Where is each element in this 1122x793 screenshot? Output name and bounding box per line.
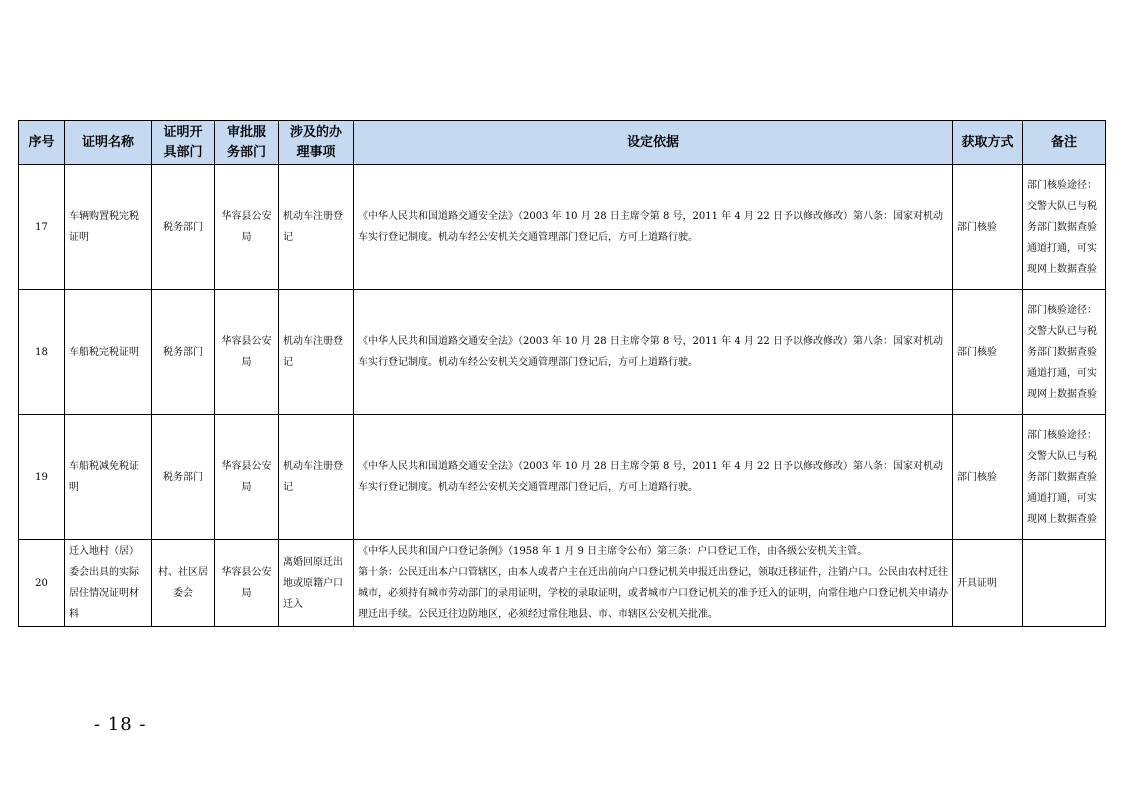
cell-dept: 税务部门 <box>152 290 215 415</box>
header-dept-line1: 证明开 <box>163 124 203 140</box>
cell-name: 车辆购置税完税证明 <box>65 165 152 290</box>
table-row <box>19 165 1106 290</box>
header-method: 获取方式 <box>953 121 1023 165</box>
basis-line: 《中华人民共和国道路交通安全法》（2003 年 10 月 28 日主席令第 8 号，2011 年 4 月 22 日予以修改修改）第八条：国家对机动车实行登记制度。机动车经公安机关交通管理部门登记后，方可上道路行驶。 <box>358 461 943 493</box>
cell-name: 车船税完税证明 <box>65 290 152 415</box>
header-approve-line2: 务部门 <box>226 144 266 160</box>
cell-dept: 税务部门 <box>152 415 215 540</box>
certificate-table <box>18 120 1106 627</box>
cell-dept: 村、社区居委会 <box>152 540 215 627</box>
cell-remark: 部门核验途径：交警大队已与税务部门数据查验通道打通，可实现网上数据查验 <box>1023 290 1106 415</box>
cell-no: 17 <box>19 165 65 290</box>
header-no: 序号 <box>19 121 65 165</box>
cell-basis <box>354 165 953 290</box>
basis-line: 《中华人民共和国道路交通安全法》（2003 年 10 月 28 日主席令第 8 号，2011 年 4 月 22 日予以修改修改）第八条：国家对机动车实行登记制度。机动车经公安机关交通管理部门登记后，方可上道路行驶。 <box>358 336 943 368</box>
cell-matter: 机动车注册登记 <box>279 290 354 415</box>
basis-line: 第十条：公民迁出本户口管辖区，由本人或者户主在迁出前向户口登记机关申报迁出登记，领取迁移证件，注销户口。公民由农村迁往城市，必须持有城市劳动部门的录用证明，学校的录取证明，或者城市户口登记机关的准予迁入的证明，向常住地户口登记机关申请办理迁出手续。公民迁往边防地区，必须经过常住地县、市、市辖区公安机关批准。 <box>358 567 948 620</box>
cell-remark <box>1023 540 1106 627</box>
cell-approve: 华容县公安局 <box>215 290 279 415</box>
header-matter-line1: 涉及的办 <box>289 124 342 140</box>
cell-no: 19 <box>19 415 65 540</box>
cell-name: 车船税减免税证明 <box>65 415 152 540</box>
header-matter-line2: 理事项 <box>296 144 336 160</box>
cell-method: 开具证明 <box>953 540 1023 627</box>
header-matter <box>279 121 354 165</box>
header-approve-line1: 审批服 <box>226 124 266 140</box>
cell-name: 迁入地村（居）委会出具的实际居住情况证明材料 <box>65 540 152 627</box>
cell-no: 18 <box>19 290 65 415</box>
cell-method: 部门核验 <box>953 165 1023 290</box>
basis-line: 《中华人民共和国道路交通安全法》（2003 年 10 月 28 日主席令第 8 号，2011 年 4 月 22 日予以修改修改）第八条：国家对机动车实行登记制度。机动车经公安机关交通管理部门登记后，方可上道路行驶。 <box>358 211 943 243</box>
cell-approve: 华容县公安局 <box>215 165 279 290</box>
cell-approve: 华容县公安局 <box>215 540 279 627</box>
header-dept-line2: 具部门 <box>163 144 203 160</box>
cell-basis <box>354 415 953 540</box>
cell-basis <box>354 540 953 627</box>
page-number: - 18 - <box>94 714 147 735</box>
cell-matter: 机动车注册登记 <box>279 165 354 290</box>
cell-method: 部门核验 <box>953 290 1023 415</box>
cell-matter: 机动车注册登记 <box>279 415 354 540</box>
cell-basis <box>354 290 953 415</box>
header-remark: 备注 <box>1023 121 1106 165</box>
header-basis: 设定依据 <box>354 121 953 165</box>
table-header-row <box>19 121 1106 165</box>
cell-remark: 部门核验途径：交警大队已与税务部门数据查验通道打通，可实现网上数据查验 <box>1023 165 1106 290</box>
header-name: 证明名称 <box>65 121 152 165</box>
cell-approve: 华容县公安局 <box>215 415 279 540</box>
cell-dept: 税务部门 <box>152 165 215 290</box>
table-row <box>19 290 1106 415</box>
table-row <box>19 540 1106 627</box>
header-approve <box>215 121 279 165</box>
header-dept <box>152 121 215 165</box>
basis-line: 《中华人民共和国户口登记条例》（1958 年 1 月 9 日主席令公布）第三条：户口登记工作，由各级公安机关主管。 <box>358 546 868 557</box>
cell-method: 部门核验 <box>953 415 1023 540</box>
table-row <box>19 415 1106 540</box>
cell-matter: 离婚回原迁出地或原籍户口迁入 <box>279 540 354 627</box>
cell-remark: 部门核验途径：交警大队已与税务部门数据查验通道打通，可实现网上数据查验 <box>1023 415 1106 540</box>
cell-no: 20 <box>19 540 65 627</box>
